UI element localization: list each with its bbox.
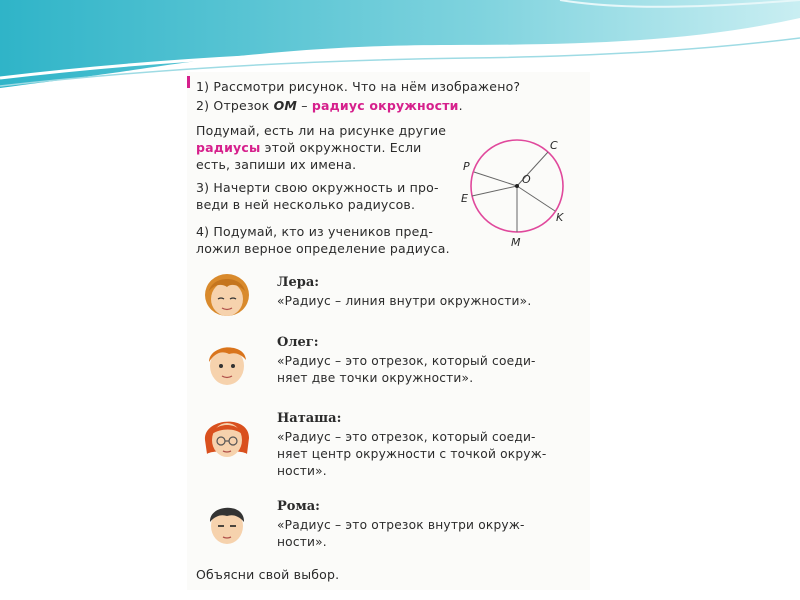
student-name-natasha: Наташа: — [277, 411, 342, 426]
radius-ok — [517, 186, 555, 211]
task-3-line-1: 3) Начерти свою окружность и про- — [196, 180, 439, 195]
point-label-c: C — [550, 139, 558, 152]
term-radius: радиус окружности — [311, 98, 459, 113]
think-line-2: радиусы этой окружности. Если — [196, 140, 422, 155]
student-quote-lera-1: «Радиус – линия внутри окружности». — [277, 294, 532, 308]
task-4-line-2: ложил верное определение радиуса. — [196, 241, 450, 256]
circle-diagram — [455, 134, 585, 254]
student-quote-natasha-1: «Радиус – это отрезок, который соеди- — [277, 430, 536, 444]
lera-avatar-icon — [201, 269, 253, 321]
textbook-page — [187, 72, 590, 590]
point-label-e: E — [461, 192, 468, 205]
natasha-avatar-icon — [201, 410, 253, 462]
task-2: 2) Отрезок OM – радиус окружности. — [196, 98, 463, 113]
term-radii: радиусы — [196, 140, 261, 155]
segment-om: OM — [273, 98, 298, 113]
student-name-oleg: Олег: — [277, 335, 319, 350]
student-quote-oleg-1: «Радиус – это отрезок, который соеди- — [277, 354, 536, 368]
roma-avatar-icon — [201, 496, 253, 548]
radius-oe — [472, 186, 517, 196]
student-quote-roma-1: «Радиус – это отрезок внутри окруж- — [277, 518, 525, 532]
student-quote-natasha-3: ности». — [277, 464, 327, 478]
point-label-k: K — [556, 211, 564, 224]
center-point — [515, 184, 519, 188]
task-1: 1) Рассмотри рисунок. Что на нём изображено? — [196, 79, 521, 94]
oleg-avatar-icon — [201, 336, 253, 388]
margin-marker — [187, 76, 190, 88]
think-line-1: Подумай, есть ли на рисунке другие — [196, 123, 447, 138]
student-quote-roma-2: ности». — [277, 535, 327, 549]
point-label-o: O — [522, 173, 531, 186]
student-name-lera: Лера: — [277, 275, 320, 290]
task-4-line-1: 4) Подумай, кто из учеников пред- — [196, 224, 434, 239]
student-name-roma: Рома: — [277, 499, 320, 514]
student-quote-oleg-2: няет две точки окружности». — [277, 371, 474, 385]
radius-op — [474, 172, 517, 186]
conclusion-text: Объясни свой выбор. — [196, 567, 340, 582]
think-line-3: есть, запиши их имена. — [196, 157, 357, 172]
task-3-line-2: веди в ней несколько радиусов. — [196, 197, 416, 212]
point-label-p: P — [463, 160, 470, 173]
student-quote-natasha-2: няет центр окружности с точкой окруж- — [277, 447, 547, 461]
point-label-m: M — [511, 236, 521, 249]
